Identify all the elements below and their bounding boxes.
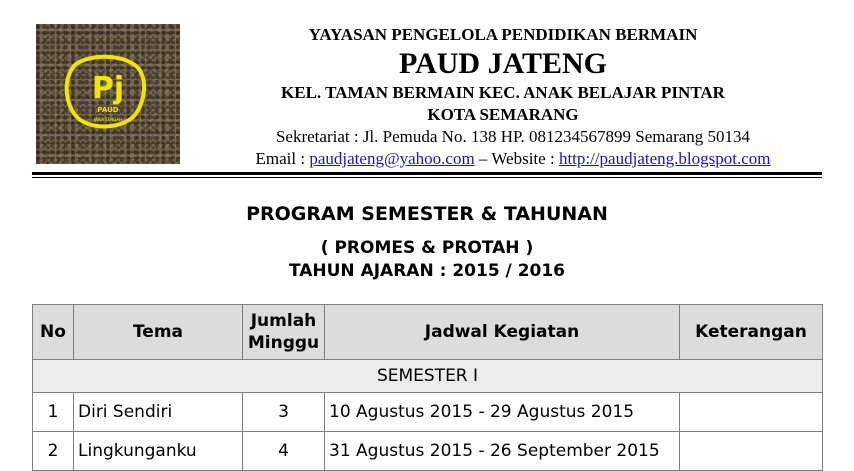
semester-row — [33, 360, 823, 393]
document-subtitle: ( PROMES & PROTAH ) — [320, 238, 534, 258]
cell-jadwal: 31 Agustus 2015 - 26 September 2015 — [325, 432, 680, 471]
table-row — [33, 432, 823, 471]
email-label: Email : — [255, 149, 310, 168]
address-line: KEL. TAMAN BERMAIN KEC. ANAK BELAJAR PINTAR — [281, 83, 725, 102]
cell-no: 2 — [33, 432, 74, 471]
logo-text-small: PAUD — [97, 106, 119, 114]
header-tema: Tema — [74, 305, 243, 360]
header-jumlah-minggu — [243, 305, 325, 360]
header-minggu: Minggu — [247, 333, 320, 353]
cell-minggu: 4 — [243, 432, 325, 471]
logo-text-tiny: JAWA TENGAH — [93, 117, 123, 122]
logo-letters: Pj — [91, 71, 125, 106]
table-row — [33, 393, 823, 432]
email-link[interactable]: paudjateng@yahoo.com — [309, 149, 475, 168]
cell-jadwal: 10 Agustus 2015 - 29 Agustus 2015 — [325, 393, 680, 432]
header-jadwal: Jadwal Kegiatan — [325, 305, 680, 360]
header-keterangan: Keterangan — [680, 305, 823, 360]
header-rule-thin — [32, 177, 822, 178]
document-title: PROGRAM SEMESTER & TAHUNAN — [246, 203, 608, 225]
cell-minggu: 3 — [243, 393, 325, 432]
contact-line — [196, 148, 830, 170]
school-name: PAUD JATENG — [398, 47, 608, 80]
table-header-row — [33, 305, 823, 360]
city-line: KOTA SEMARANG — [427, 105, 579, 124]
foundation-name: YAYASAN PENGELOLA PENDIDIKAN BERMAIN — [308, 25, 698, 44]
header-rule-thick — [32, 172, 822, 175]
semester-label: SEMESTER I — [33, 360, 823, 393]
cell-no: 1 — [33, 393, 74, 432]
website-link[interactable]: http://paudjateng.blogspot.com — [558, 149, 771, 168]
cell-tema: Lingkunganku — [74, 432, 243, 471]
program-table — [32, 304, 823, 471]
secretariat-line: Sekretariat : Jl. Pemuda No. 138 HP. 081234567899 Semarang 50134 — [275, 127, 751, 146]
header-jumlah: Jumlah — [250, 311, 317, 331]
paud-logo — [36, 24, 180, 164]
cell-keterangan — [680, 432, 823, 471]
website-label: – Website : — [474, 149, 559, 168]
paud-logo-icon — [36, 24, 180, 164]
cell-tema: Diri Sendiri — [74, 393, 243, 432]
cell-keterangan — [680, 393, 823, 432]
academic-year: TAHUN AJARAN : 2015 / 2016 — [288, 261, 566, 281]
header-no: No — [33, 305, 74, 360]
